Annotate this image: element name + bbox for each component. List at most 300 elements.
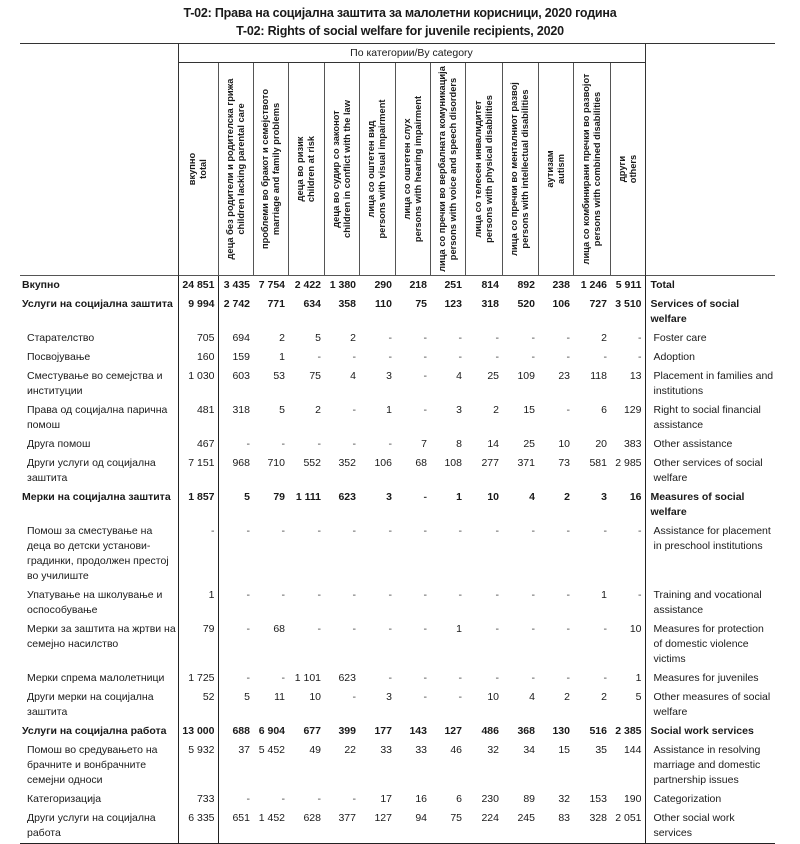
cell-value: - <box>388 332 392 344</box>
cell-value: 46 <box>450 744 462 756</box>
cell-value: 651 <box>218 809 253 844</box>
cell-value: - <box>458 351 462 363</box>
cell-total: 733 <box>178 790 218 809</box>
cell-value: 2 <box>564 491 570 503</box>
cell-value: 694 <box>232 332 250 344</box>
cell-value: 383 <box>610 435 645 454</box>
cell-value: 159 <box>232 351 250 363</box>
column-header-text <box>437 66 459 272</box>
column-header <box>324 63 359 276</box>
row-label-mk: Мерки спрема малолетници <box>27 672 165 684</box>
cell-value: 6 <box>456 793 462 805</box>
table-row <box>20 401 775 435</box>
column-header <box>573 63 610 276</box>
cell-value: 106 <box>374 457 392 469</box>
row-label-en: Total <box>645 276 775 296</box>
cell-value: - <box>566 404 570 416</box>
cell-value: 2 051 <box>610 809 645 844</box>
cell-value: 109 <box>517 370 535 382</box>
cell-value: 968 <box>232 457 250 469</box>
cell-value: 5 911 <box>610 276 645 296</box>
cell-value: - <box>458 332 462 344</box>
table-row <box>20 522 775 586</box>
row-label-mk: Други мерки на социјална заштита <box>27 691 154 718</box>
row-label-en: Other services of social welfare <box>653 457 763 484</box>
column-header <box>288 63 324 276</box>
cell-value: 22 <box>344 744 356 756</box>
cell-value: 771 <box>267 298 285 310</box>
cell-total: 481 <box>178 401 218 435</box>
cell-value: - <box>566 589 570 601</box>
table-row <box>20 722 775 741</box>
cell-value: 4 <box>456 370 462 382</box>
cell-value: 7 754 <box>253 276 288 296</box>
table-row <box>20 488 775 522</box>
cell-value: 581 <box>589 457 607 469</box>
column-header-mk: деца во судир со законот <box>330 110 341 228</box>
cell-value: - <box>352 438 356 450</box>
cell-value: 11 <box>274 691 285 703</box>
cell-total: 1 <box>178 586 218 620</box>
column-header-text <box>617 66 639 272</box>
cell-total: 9 994 <box>178 295 218 329</box>
cell-value: - <box>352 623 356 635</box>
row-label-mk: Категоризација <box>27 793 102 805</box>
cell-value: 73 <box>558 457 570 469</box>
cell-value: - <box>246 589 250 601</box>
row-label-mk: Старателство <box>27 332 95 344</box>
cell-value: - <box>423 370 427 382</box>
row-label-en: Placement in families and institutions <box>653 370 774 397</box>
cell-total: 52 <box>178 688 218 722</box>
cell-value: 32 <box>558 793 570 805</box>
row-label-en: Measures for juveniles <box>653 672 759 684</box>
cell-value: 5 <box>610 688 645 722</box>
cell-value: 127 <box>444 725 462 737</box>
cell-value: 110 <box>375 298 392 310</box>
cell-value: 623 <box>338 491 356 503</box>
cell-value: 3 435 <box>218 276 253 296</box>
header-blank-right <box>645 44 775 276</box>
cell-value: - <box>423 404 427 416</box>
column-header-text <box>581 66 603 272</box>
cell-value: - <box>423 332 427 344</box>
cell-value: - <box>317 793 321 805</box>
cell-value: 10 <box>309 691 321 703</box>
cell-value: 3 <box>456 404 462 416</box>
cell-value: 10 <box>487 491 499 503</box>
cell-value: - <box>603 623 607 635</box>
row-label-mk: Помош во средувањето на брачните и вонбрачните семејни односи <box>27 744 158 786</box>
cell-value: 8 <box>456 438 462 450</box>
cell-value: 68 <box>415 457 427 469</box>
cell-value: - <box>388 589 392 601</box>
cell-value: - <box>246 438 250 450</box>
row-label-mk: Услуги на социјална заштита <box>22 298 173 310</box>
column-header-mk: лица со комбинирани пречки во развојот <box>580 73 591 265</box>
cell-value: 892 <box>502 276 538 296</box>
cell-value: 3 <box>601 491 607 503</box>
row-label-mk: Упатување на школување и оспособување <box>27 589 163 616</box>
column-header-mk: лица со оштетен вид <box>366 120 376 218</box>
column-header <box>218 63 253 276</box>
cell-value: - <box>495 351 499 363</box>
cell-value: - <box>566 525 570 537</box>
cell-value: 3 510 <box>610 295 645 329</box>
cell-value: 552 <box>303 457 321 469</box>
cell-value: 2 385 <box>610 722 645 741</box>
cell-total: 467 <box>178 435 218 454</box>
row-label-en: Adoption <box>653 351 695 363</box>
cell-value: 5 <box>279 404 285 416</box>
row-label-mk: Друга помош <box>27 438 91 450</box>
cell-value: - <box>388 351 392 363</box>
cell-total: 1 030 <box>178 367 218 401</box>
cell-value: - <box>495 623 499 635</box>
cell-total: - <box>178 522 218 586</box>
cell-value: 6 904 <box>258 725 285 737</box>
cell-value: 10 <box>558 438 570 450</box>
cell-value: - <box>423 491 427 503</box>
cell-value: 2 <box>601 691 607 703</box>
cell-value: 7 <box>421 438 427 450</box>
column-header-en: persons with voice and speech disorders <box>447 77 458 261</box>
cell-value: 20 <box>595 438 607 450</box>
cell-value: 10 <box>487 691 499 703</box>
table-row <box>20 741 775 790</box>
cell-value: 399 <box>338 725 356 737</box>
cell-total: 160 <box>178 348 218 367</box>
table-row <box>20 586 775 620</box>
column-header <box>610 63 645 276</box>
table-row <box>20 348 775 367</box>
cell-value: 688 <box>232 725 250 737</box>
cell-value: 4 <box>529 691 535 703</box>
cell-value: 2 985 <box>610 454 645 488</box>
cell-value: 79 <box>273 491 285 503</box>
column-header <box>430 63 465 276</box>
row-label-en: Other social work services <box>645 809 775 844</box>
cell-value: 603 <box>232 370 250 382</box>
cell-value: 1 101 <box>294 672 321 684</box>
cell-value: - <box>352 691 356 703</box>
cell-value: - <box>388 438 392 450</box>
cell-value: - <box>531 525 535 537</box>
column-header-en: others <box>627 154 638 184</box>
row-label-mk: Други услуги од социјална заштита <box>27 457 156 484</box>
header-blank-left <box>20 44 178 276</box>
row-label-en: Right to social financial assistance <box>653 404 761 431</box>
row-label-mk: Права од социјална парична помош <box>27 404 168 431</box>
cell-value: 108 <box>444 457 462 469</box>
cell-value: 25 <box>487 370 499 382</box>
cell-value: 75 <box>415 298 427 310</box>
column-header-text <box>187 66 209 272</box>
column-header-text <box>331 66 353 272</box>
cell-value: - <box>281 672 285 684</box>
column-header <box>395 63 430 276</box>
column-header-mk: други <box>616 155 627 183</box>
cell-value: 1 <box>279 351 285 363</box>
row-label-en: Assistance in resolving marriage and domestic partnership issues <box>653 744 761 786</box>
row-label-mk: Мерки на социјална заштита <box>22 491 171 503</box>
cell-value: - <box>566 623 570 635</box>
cell-value: - <box>317 623 321 635</box>
cell-value: 516 <box>589 725 607 737</box>
cell-value: - <box>352 793 356 805</box>
cell-total: 7 151 <box>178 454 218 488</box>
cell-value: 371 <box>517 457 535 469</box>
row-label-en: Training and vocational assistance <box>653 589 762 616</box>
column-header-mk: деца без родители и родителска грижа <box>224 78 235 260</box>
cell-value: 245 <box>502 809 538 844</box>
column-header-en: children lacking parental care <box>235 103 246 235</box>
cell-value: - <box>458 672 462 684</box>
cell-total: 79 <box>178 620 218 669</box>
cell-value: 17 <box>380 793 392 805</box>
cell-value: 368 <box>517 725 535 737</box>
column-header <box>178 63 218 276</box>
table-row <box>20 809 775 844</box>
cell-value: 75 <box>430 809 465 844</box>
cell-value: - <box>531 332 535 344</box>
cell-value: - <box>388 525 392 537</box>
cell-value: 2 <box>350 332 356 344</box>
row-label-en: Measures of social welfare <box>650 491 745 518</box>
column-header-mk: проблеми во бракот и семејството <box>259 88 270 250</box>
cell-value: - <box>458 589 462 601</box>
cell-value: 127 <box>359 809 395 844</box>
cell-value: - <box>423 672 427 684</box>
cell-value: 710 <box>267 457 285 469</box>
cell-value: 106 <box>552 298 570 310</box>
cell-value: 238 <box>538 276 573 296</box>
cell-value: 318 <box>481 298 499 310</box>
column-header <box>538 63 573 276</box>
cell-value: 4 <box>350 370 356 382</box>
column-header-text <box>295 66 317 272</box>
table-row <box>20 669 775 688</box>
cell-value: 2 742 <box>223 298 250 310</box>
table-row <box>20 435 775 454</box>
row-label-mk: Помош за сместување на деца во детски установи-градинки, продолжен престој во училиште <box>27 525 169 582</box>
cell-value: 5 <box>315 332 321 344</box>
column-header <box>253 63 288 276</box>
cell-total: 1 725 <box>178 669 218 688</box>
category-header: По категории/By category <box>178 44 645 63</box>
column-header-text <box>366 66 388 272</box>
cell-value: 35 <box>595 744 607 756</box>
cell-value: 290 <box>359 276 395 296</box>
cell-value: 318 <box>232 404 250 416</box>
cell-value: 634 <box>303 298 321 310</box>
cell-value: 34 <box>523 744 535 756</box>
cell-value: 486 <box>481 725 499 737</box>
cell-value: 1 <box>456 491 462 503</box>
column-header-en: children in conflict with the law <box>341 100 352 238</box>
cell-value: - <box>458 525 462 537</box>
column-header-en: persons with combined disabilities <box>591 91 602 247</box>
cell-value: - <box>246 525 250 537</box>
cell-value: - <box>531 672 535 684</box>
cell-value: 53 <box>273 370 285 382</box>
cell-value: - <box>317 589 321 601</box>
column-header <box>502 63 538 276</box>
cell-value: - <box>495 332 499 344</box>
row-label-en: Other assistance <box>653 438 733 450</box>
cell-value: - <box>246 793 250 805</box>
cell-total: 13 000 <box>178 722 218 741</box>
cell-value: - <box>610 586 645 620</box>
column-header-en: persons with intellectual disabilities <box>520 89 530 249</box>
column-header-text <box>473 66 495 272</box>
cell-value: - <box>531 623 535 635</box>
cell-value: - <box>566 351 570 363</box>
cell-value: - <box>531 589 535 601</box>
row-label-en: Other measures of social welfare <box>653 691 771 718</box>
title-macedonian: T-02: Права на социјална заштита за малолетни корисници, 2020 година <box>183 6 617 20</box>
column-header-mk: деца во ризик <box>295 136 305 202</box>
column-header-mk: лица со телесен инвалидитет <box>472 100 483 238</box>
cell-value: 129 <box>610 401 645 435</box>
cell-value: 33 <box>380 744 392 756</box>
cell-value: 118 <box>590 370 607 382</box>
cell-value: 520 <box>517 298 535 310</box>
cell-value: 218 <box>395 276 430 296</box>
cell-value: - <box>610 348 645 367</box>
cell-value: - <box>610 329 645 348</box>
cell-value: 144 <box>610 741 645 790</box>
column-header-text <box>402 66 424 272</box>
column-header-text <box>225 66 247 272</box>
table-row <box>20 790 775 809</box>
cell-value: - <box>388 623 392 635</box>
cell-total: 5 932 <box>178 741 218 790</box>
cell-value: 190 <box>610 790 645 809</box>
cell-value: - <box>423 589 427 601</box>
column-header-en: autism <box>555 154 566 184</box>
cell-value: 4 <box>529 491 535 503</box>
cell-value: 23 <box>558 370 570 382</box>
cell-value: - <box>388 672 392 684</box>
cell-value: - <box>495 672 499 684</box>
table-row <box>20 620 775 669</box>
cell-value: - <box>281 793 285 805</box>
row-label-en: Assistance for placement in preschool institutions <box>653 525 771 552</box>
cell-value: - <box>423 525 427 537</box>
cell-value: 37 <box>238 744 250 756</box>
cell-value: 15 <box>523 404 535 416</box>
cell-value: 14 <box>487 438 499 450</box>
row-label-mk: Вкупно <box>20 276 178 296</box>
cell-value: - <box>352 525 356 537</box>
cell-value: 328 <box>573 809 610 844</box>
cell-value: - <box>246 623 250 635</box>
cell-value: 377 <box>324 809 359 844</box>
column-header-en: total <box>198 159 208 179</box>
cell-value: - <box>495 589 499 601</box>
cell-value: 15 <box>558 744 570 756</box>
cell-value: - <box>317 351 321 363</box>
cell-value: 16 <box>610 488 645 522</box>
column-header <box>465 63 502 276</box>
cell-value: 5 <box>244 491 250 503</box>
cell-value: 727 <box>589 298 607 310</box>
column-header-en: persons with hearing impairment <box>412 95 423 243</box>
cell-value: - <box>566 332 570 344</box>
row-label-mk: Мерки за заштита на жртви на семејно насилство <box>27 623 176 650</box>
cell-value: - <box>495 525 499 537</box>
cell-value: 32 <box>487 744 499 756</box>
row-label-mk: Други услуги на социјална работа <box>20 809 178 844</box>
cell-value: 94 <box>395 809 430 844</box>
cell-total: 705 <box>178 329 218 348</box>
column-header <box>359 63 395 276</box>
social-welfare-table <box>20 43 775 844</box>
column-header-mk: лица со оштетен слух <box>401 118 412 220</box>
cell-value: 2 <box>601 332 607 344</box>
row-label-mk: Сместување во семејства и институции <box>27 370 163 397</box>
column-header-en: persons with visual impairment <box>377 99 387 239</box>
cell-value: 5 452 <box>258 744 285 756</box>
cell-value: - <box>281 525 285 537</box>
cell-value: 75 <box>309 370 321 382</box>
cell-value: 49 <box>309 744 321 756</box>
cell-value: 16 <box>415 793 427 805</box>
cell-value: 1 246 <box>573 276 610 296</box>
row-label-en: Services of social welfare <box>650 298 740 325</box>
column-header-mk: лица со пречки во вербалната комуникација <box>436 66 447 272</box>
column-header-mk: вкупно <box>187 152 197 186</box>
cell-value: 3 <box>386 370 392 382</box>
cell-value: 33 <box>415 744 427 756</box>
row-label-mk: Услуги на социјална работа <box>22 725 167 737</box>
cell-value: 68 <box>273 623 285 635</box>
cell-value: - <box>531 351 535 363</box>
cell-value: - <box>603 672 607 684</box>
cell-value: - <box>423 351 427 363</box>
cell-value: 1 <box>386 404 392 416</box>
cell-value: 25 <box>523 438 535 450</box>
cell-value: 224 <box>465 809 502 844</box>
table-row <box>20 329 775 348</box>
cell-value: - <box>317 525 321 537</box>
cell-value: - <box>317 438 321 450</box>
column-header-en: persons with physical disabilities <box>483 95 494 243</box>
cell-value: - <box>246 672 250 684</box>
cell-value: - <box>281 589 285 601</box>
cell-value: 2 <box>279 332 285 344</box>
cell-value: 251 <box>430 276 465 296</box>
cell-value: - <box>603 525 607 537</box>
cell-value: 13 <box>610 367 645 401</box>
row-label-mk: Посвојување <box>27 351 91 363</box>
cell-total: 6 335 <box>178 809 218 844</box>
cell-value: 1 <box>456 623 462 635</box>
table-row <box>20 367 775 401</box>
cell-value: 2 <box>315 404 321 416</box>
cell-total: 1 857 <box>178 488 218 522</box>
cell-value: 143 <box>409 725 427 737</box>
cell-value: - <box>352 589 356 601</box>
cell-value: 623 <box>338 672 356 684</box>
cell-value: 153 <box>589 793 607 805</box>
cell-value: 358 <box>338 298 356 310</box>
cell-value: - <box>423 623 427 635</box>
table-row <box>20 454 775 488</box>
cell-total: 24 851 <box>178 276 218 296</box>
title-english: T-02: Rights of social welfare for juvenile recipients, 2020 <box>236 24 564 38</box>
